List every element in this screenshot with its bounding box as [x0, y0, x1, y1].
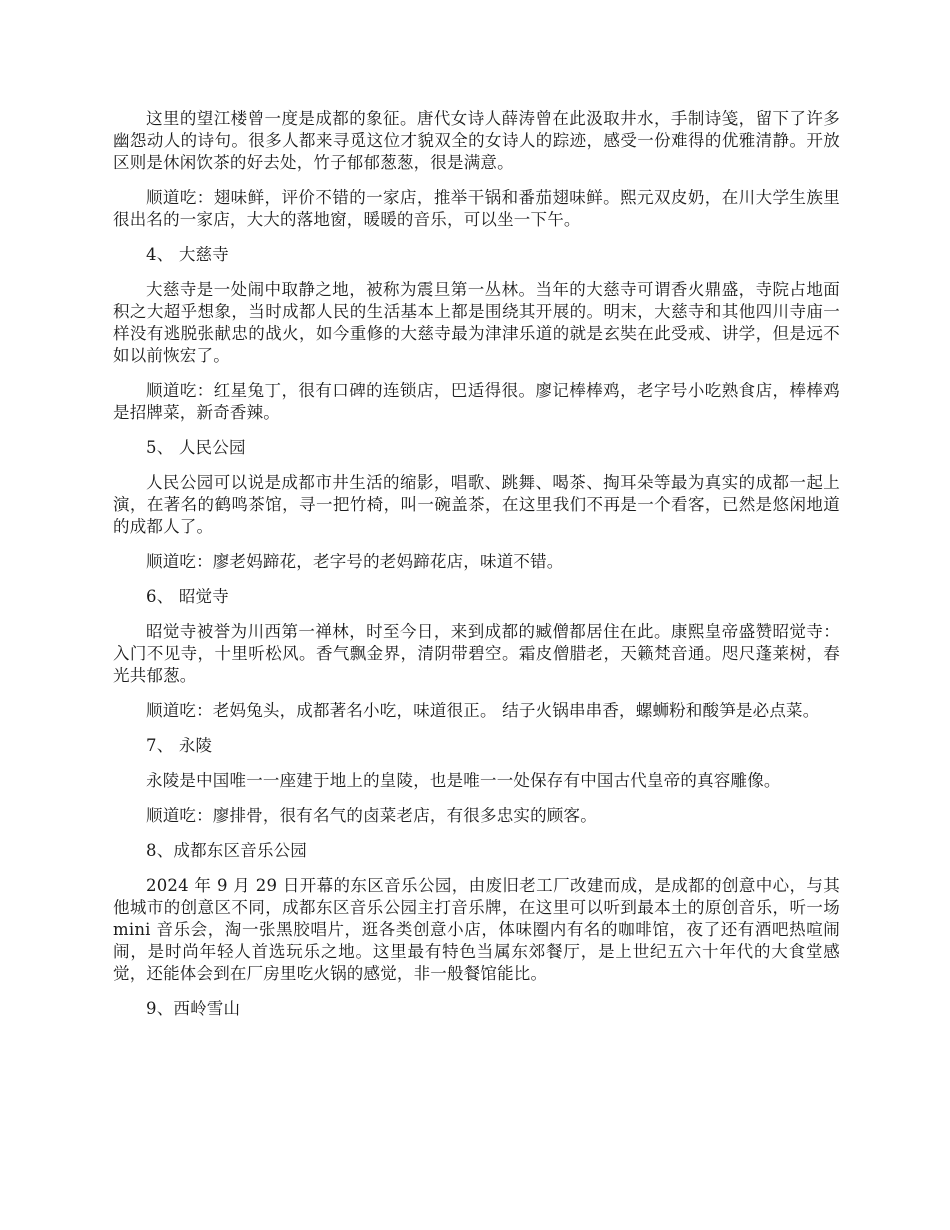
- paragraph-zhaojue-temple: 昭觉寺被誉为川西第一禅林，时至今日，来到成都的臧僧都居住在此。康熙皇帝盛赞昭觉寺：入门不见寺，十里听松风。香气飘金界，清阴带碧空。霜皮僧腊老，天籁梵音通。咫尺蓬莱树，春光共郁葱。: [113, 622, 840, 685]
- paragraph-food-daci-temple: 顺道吃：红星兔丁，很有口碑的连锁店，巴适得很。廖记棒棒鸡，老字号小吃熟食店，棒棒鸡是招牌菜，新奇香辣。: [113, 381, 840, 422]
- heading-daci-temple: 4、 大慈寺: [146, 245, 229, 264]
- heading-east-music-park: 8、成都东区音乐公园: [146, 841, 307, 860]
- document-page: [113, 108, 840, 1033]
- paragraph-daci-temple: 大慈寺是一处闹中取静之地，被称为震旦第一丛林。当年的大慈寺可谓香火鼎盛，寺院占地面积之大超乎想象，当时成都人民的生活基本上都是围绕其开展的。明末，大慈寺和其他四川寺庙一样没有逃脱张献忠的战火，如今重修的大慈寺最为津津乐道的就是玄奘在此受戒、讲学，但是远不如以前恢宏了。: [113, 280, 840, 365]
- paragraph-wangjianglou: 这里的望江楼曾一度是成都的象征。唐代女诗人薛涛曾在此汲取井水，手制诗笺，留下了许多幽怨动人的诗句。很多人都来寻觅这位才貌双全的女诗人的踪迹，感受一份难得的优雅清静。开放区则是休闲饮茶的好去处，竹子郁郁葱葱，很是满意。: [113, 109, 840, 172]
- paragraph-food-peoples-park: 顺道吃：廖老妈蹄花，老字号的老妈蹄花店，味道不错。: [146, 552, 564, 571]
- paragraph-food-wangjianglou: 顺道吃：翅味鲜，评价不错的一家店，推举干锅和番茄翅味鲜。熙元双皮奶，在川大学生族里很出名的一家店，大大的落地窗，暖暖的音乐，可以坐一下午。: [113, 188, 840, 229]
- paragraph-food-yongling: 顺道吃：廖排骨，很有名气的卤菜老店，有很多忠实的顾客。: [146, 806, 597, 825]
- paragraph-east-music-park: 2024 年 9 月 29 日开幕的东区音乐公园，由废旧老工厂改建而成，是成都的创意中心，与其他城市的创意区不同，成都东区音乐公园主打音乐牌，在这里可以听到最本土的原创音乐，听一场 mini 音乐会，淘一张黑胶唱片，逛各类创意小店，体味圈内有名的咖啡馆，夜了还有酒吧热喧闹闹，是时尚年轻人首选玩乐之地。这里最有特色当属东郊餐厅，是上世纪五六十年代的大食堂感觉，还能体会到在厂房里吃火锅的感觉，非一般餐馆能比。: [113, 876, 840, 983]
- heading-peoples-park: 5、 人民公园: [146, 438, 246, 457]
- paragraph-food-zhaojue-temple: 顺道吃：老妈兔头，成都著名小吃，味道很正。 结子火锅串串香，螺蛳粉和酸笋是必点菜。: [146, 701, 820, 720]
- paragraph-yongling: 永陵是中国唯一一座建于地上的皇陵，也是唯一一处保存有中国古代皇帝的真容雕像。: [146, 771, 781, 790]
- paragraph-peoples-park: 人民公园可以说是成都市井生活的缩影，唱歌、跳舞、喝茶、掏耳朵等最为真实的成都一起上演，在著名的鹤鸣茶馆，寻一把竹椅，叫一碗盖茶，在这里我们不再是一个看客，已然是悠闲地道的成都人了。: [113, 473, 840, 536]
- heading-zhaojue-temple: 6、 昭觉寺: [146, 587, 229, 606]
- heading-xiling-snow-mountain: 9、西岭雪山: [146, 999, 241, 1018]
- heading-yongling: 7、 永陵: [146, 736, 213, 755]
